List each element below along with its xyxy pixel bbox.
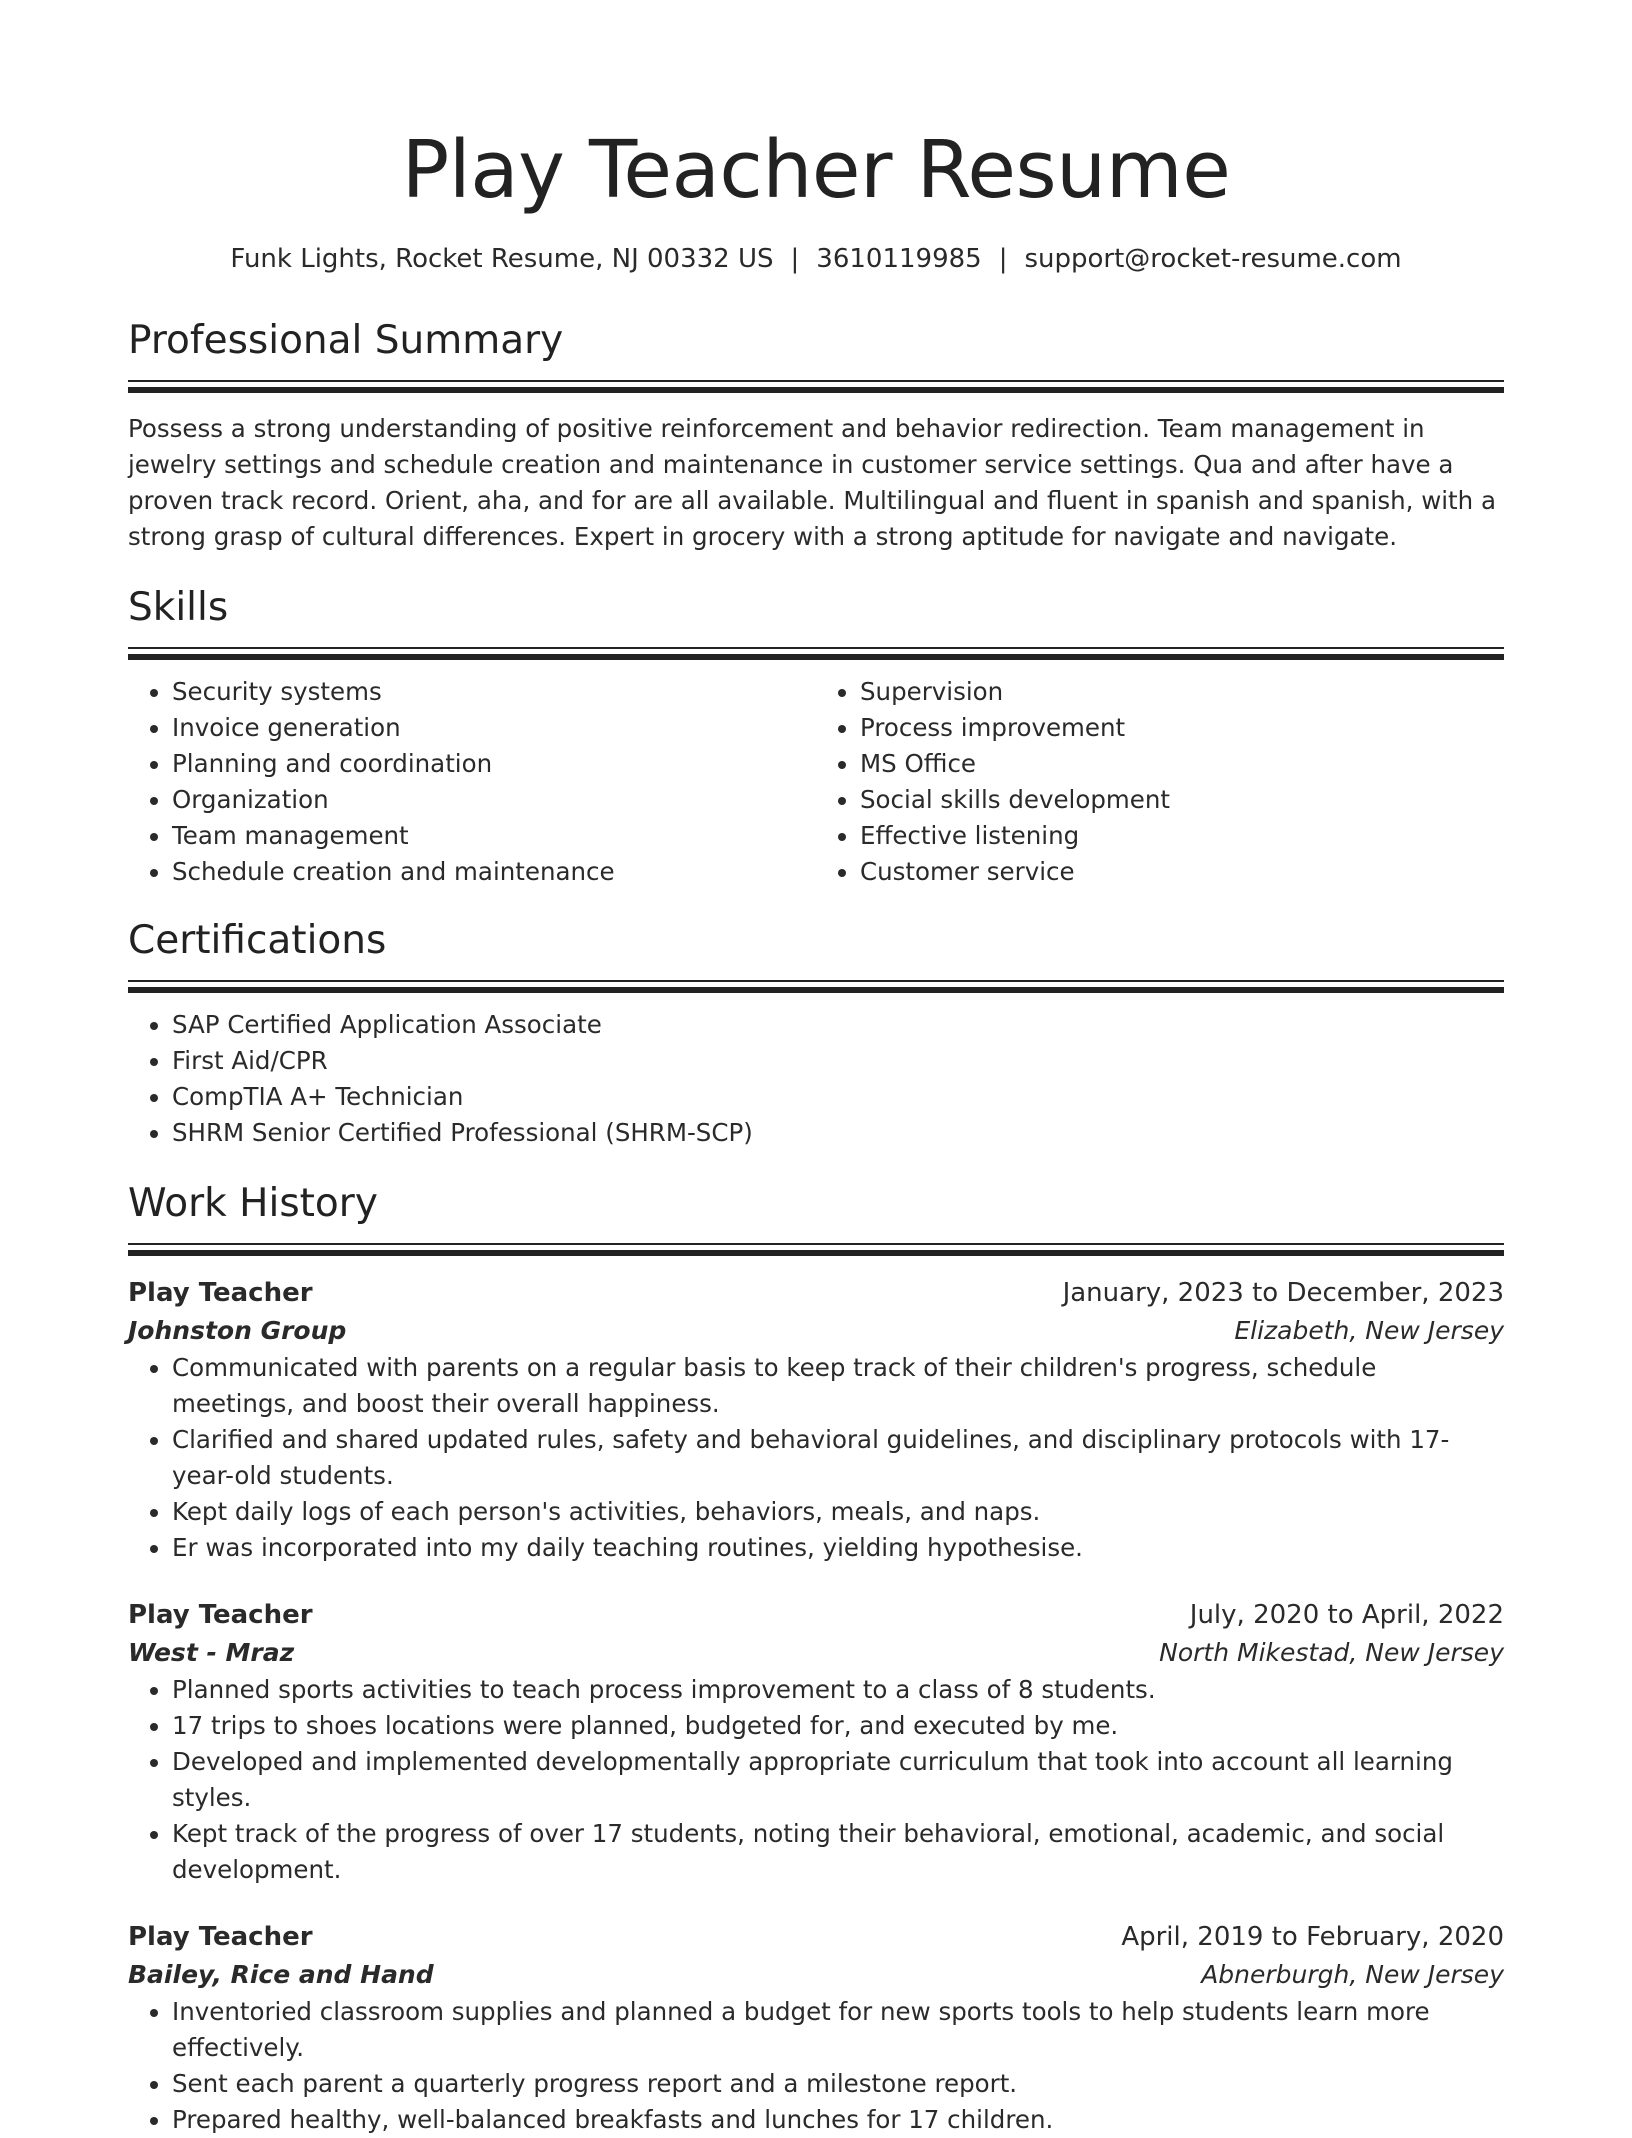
contact-phone: 3610119985 xyxy=(816,244,982,274)
section-divider xyxy=(128,647,1504,660)
section-title-certifications: Certifications xyxy=(128,918,387,963)
certification-item: • SHRM Senior Certified Professional (SHRM-SCP) xyxy=(172,1115,1504,1151)
job-subheader xyxy=(128,1312,1504,1350)
job-entry xyxy=(128,1918,1504,2138)
job-location: Elizabeth, New Jersey xyxy=(1234,1316,1504,1345)
section-title-skills: Skills xyxy=(128,585,229,630)
job-title: Play Teacher xyxy=(128,1278,313,1308)
skill-item: • Security systems xyxy=(172,674,816,710)
job-bullets xyxy=(128,1994,1504,2138)
job-bullet: • Kept daily logs of each person's activities, behaviors, meals, and naps. xyxy=(172,1494,1504,1530)
job-bullet: • Developed and implemented developmentally appropriate curriculum that took into account all learning styles. xyxy=(172,1744,1504,1816)
job-entry xyxy=(128,1596,1504,1888)
skill-item: • Schedule creation and maintenance xyxy=(172,854,816,890)
skill-item: • MS Office xyxy=(860,746,1504,782)
skill-item: • Organization xyxy=(172,782,816,818)
job-bullet: • 17 trips to shoes locations were planned, budgeted for, and executed by me. xyxy=(172,1708,1504,1744)
job-dates: July, 2020 to April, 2022 xyxy=(1189,1600,1504,1630)
job-subheader xyxy=(128,1634,1504,1672)
section-title-work-history: Work History xyxy=(128,1181,378,1226)
job-location: Abnerburgh, New Jersey xyxy=(1201,1960,1504,1989)
summary-text: Possess a strong understanding of positive reinforcement and behavior redirection. Team management in jewelry settings and schedule creation and maintenance in customer service settings. Qua and after have a proven track record. Orient, aha, and for are all available. Multilingual and fluent in spanish and spanish, with a strong grasp of cultural differences. Expert in grocery with a strong aptitude for navigate and navigate. xyxy=(128,414,1496,551)
job-bullet: • Communicated with parents on a regular basis to keep track of their children's progress, schedule meetings, and boost their overall happiness. xyxy=(172,1350,1504,1422)
job-subheader xyxy=(128,1956,1504,1994)
contact-separator: | xyxy=(790,244,800,274)
skill-item: • Team management xyxy=(172,818,816,854)
job-title: Play Teacher xyxy=(128,1600,313,1630)
job-location: North Mikestad, New Jersey xyxy=(1159,1638,1504,1667)
certifications-list xyxy=(128,1007,1504,1151)
job-bullet: • Clarified and shared updated rules, safety and behavioral guidelines, and disciplinary protocols with 17-year-old students. xyxy=(172,1422,1504,1494)
job-entry xyxy=(128,1274,1504,1566)
skills-list-left xyxy=(128,674,816,890)
job-header xyxy=(128,1274,1504,1312)
job-bullet: • Inventoried classroom supplies and planned a budget for new sports tools to help students learn more effectively. xyxy=(172,1994,1504,2066)
job-header xyxy=(128,1596,1504,1634)
skill-item: • Customer service xyxy=(860,854,1504,890)
skill-item: • Process improvement xyxy=(860,710,1504,746)
job-bullet: • Prepared healthy, well-balanced breakfasts and lunches for 17 children. xyxy=(172,2102,1504,2138)
job-bullet: • Sent each parent a quarterly progress report and a milestone report. xyxy=(172,2066,1504,2102)
contact-address: Funk Lights, Rocket Resume, NJ 00332 US xyxy=(230,244,774,274)
job-company: Bailey, Rice and Hand xyxy=(128,1960,434,1989)
job-bullets xyxy=(128,1350,1504,1566)
section-divider xyxy=(128,1243,1504,1256)
skill-item: • Effective listening xyxy=(860,818,1504,854)
job-company: Johnston Group xyxy=(128,1316,347,1345)
certification-item: • SAP Certified Application Associate xyxy=(172,1007,1504,1043)
contact-email: support@rocket-resume.com xyxy=(1024,244,1402,274)
summary-section xyxy=(128,316,1504,555)
job-title: Play Teacher xyxy=(128,1922,313,1952)
certifications-section xyxy=(128,916,1504,1151)
certification-item: • First Aid/CPR xyxy=(172,1043,1504,1079)
section-title-summary: Professional Summary xyxy=(128,318,564,363)
skill-item: • Invoice generation xyxy=(172,710,816,746)
skill-item: • Planning and coordination xyxy=(172,746,816,782)
job-header xyxy=(128,1918,1504,1956)
contact-line xyxy=(128,242,1504,276)
job-bullet: • Er was incorporated into my daily teaching routines, yielding hypothesise. xyxy=(172,1530,1504,1566)
resume-name: Play Teacher Resume xyxy=(401,124,1231,216)
skill-item: • Supervision xyxy=(860,674,1504,710)
certification-item: • CompTIA A+ Technician xyxy=(172,1079,1504,1115)
skills-section xyxy=(128,583,1504,890)
skill-item: • Social skills development xyxy=(860,782,1504,818)
contact-separator: | xyxy=(998,244,1008,274)
skills-columns xyxy=(128,674,1504,890)
job-bullets xyxy=(128,1672,1504,1888)
job-company: West - Mraz xyxy=(128,1638,295,1667)
section-divider xyxy=(128,980,1504,993)
section-divider xyxy=(128,380,1504,393)
work-history-section xyxy=(128,1179,1504,2138)
job-bullet: • Kept track of the progress of over 17 students, noting their behavioral, emotional, academic, and social development. xyxy=(172,1816,1504,1888)
job-dates: January, 2023 to December, 2023 xyxy=(1062,1278,1504,1308)
job-bullet: • Planned sports activities to teach process improvement to a class of 8 students. xyxy=(172,1672,1504,1708)
skills-list-right xyxy=(816,674,1504,890)
job-dates: April, 2019 to February, 2020 xyxy=(1121,1922,1504,1952)
